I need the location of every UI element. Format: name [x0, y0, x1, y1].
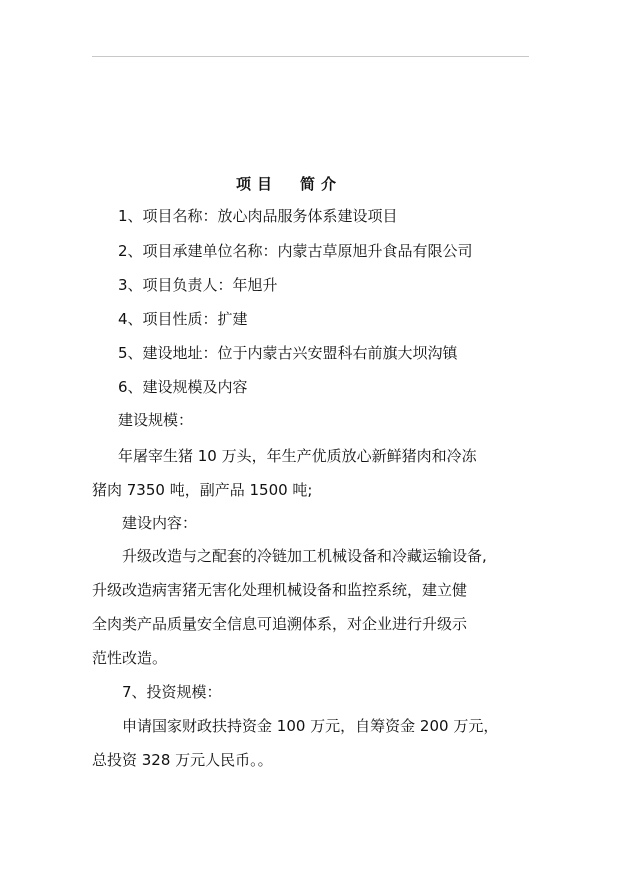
scale-text-line-2: 猪肉 7350 吨，副产品 1500 吨; [92, 481, 313, 499]
item-project-nature: 4、项目性质：扩建 [118, 310, 248, 328]
item-location: 5、建设地址：位于内蒙古兴安盟科右前旗大坝沟镇 [118, 344, 458, 362]
scale-heading: 建设规模： [118, 411, 194, 429]
title-part-2: 简介 [300, 175, 343, 193]
page-title [236, 174, 342, 194]
content-heading: 建设内容： [122, 514, 198, 532]
header-rule [92, 56, 529, 57]
content-line-4: 范性改造。 [92, 649, 168, 667]
content-line-2: 升级改造病害猪无害化处理机械设备和监控系统，建立健 [92, 581, 468, 599]
content-line-1: 升级改造与之配套的冷链加工机械设备和冷藏运输设备, [122, 547, 487, 565]
investment-line-2: 总投资 328 万元人民币。。 [92, 751, 273, 769]
content-line-3: 全肉类产品质量安全信息可追溯体系，对企业进行升级示 [92, 615, 468, 633]
item-contractor: 2、项目承建单位名称：内蒙古草原旭升食品有限公司 [118, 242, 473, 260]
item-responsible-person: 3、项目负责人：年旭升 [118, 276, 278, 294]
scale-text-line-1: 年屠宰生猪 10 万头，年生产优质放心新鲜猪肉和冷冻 [118, 447, 477, 465]
investment-line-1: 申请国家财政扶持资金 100 万元，自筹资金 200 万元， [122, 717, 499, 735]
investment-heading: 7、投资规模： [122, 683, 222, 701]
title-part-1: 项目 [236, 175, 279, 193]
item-project-name: 1、项目名称：放心肉品服务体系建设项目 [118, 207, 398, 225]
item-scale-and-content: 6、建设规模及内容 [118, 378, 248, 396]
